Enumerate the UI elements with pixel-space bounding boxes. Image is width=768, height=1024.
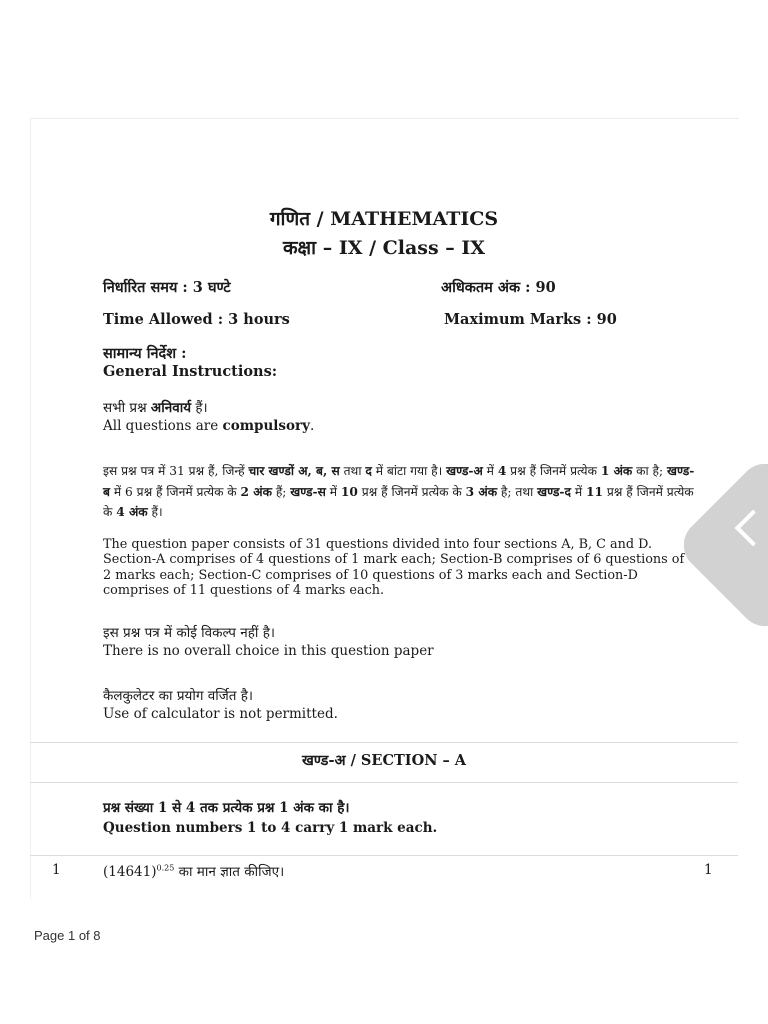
instruction-3-english: There is no overall choice in this question paper — [103, 643, 434, 659]
question-1-marks: 1 — [704, 862, 713, 878]
instruction-4-english: Use of calculator is not permitted. — [103, 706, 338, 722]
page-indicator: Page 1 of 8 — [34, 928, 101, 943]
time-allowed-hindi: निर्धारित समय : 3 घण्टे — [103, 279, 231, 296]
question-divider — [30, 855, 738, 856]
instruction-2-english: The question paper consists of 31 questions divided into four sections A, B, C and D. Section-A comprises of 4 questions of 1 mark each; Section-B comprises of 6 questions of 2 marks each; Section-C comprises of 10 questions of 3 marks each and Section-D comprises of 11 questions of 4 marks each. — [103, 537, 685, 599]
time-allowed-english: Time Allowed : 3 hours — [103, 311, 290, 328]
instructions-heading-hindi: सामान्य निर्देश : — [103, 345, 187, 362]
section-a-note-english: Question numbers 1 to 4 carry 1 mark each. — [103, 820, 438, 836]
question-1-number: 1 — [52, 862, 61, 878]
instruction-3-hindi: इस प्रश्न पत्र में कोई विकल्प नहीं है। — [103, 625, 275, 641]
section-a-note-hindi: प्रश्न संख्या 1 से 4 तक प्रत्येक प्रश्न 1 अंक का है। — [103, 800, 350, 816]
instruction-1-hindi: सभी प्रश्न अनिवार्य हैं। — [103, 400, 208, 416]
section-divider-bottom — [30, 782, 738, 783]
instruction-4-hindi: कैलकुलेटर का प्रयोग वर्जित है। — [103, 688, 254, 704]
instruction-2-hindi: इस प्रश्न पत्र में 31 प्रश्न हैं, जिन्हें चार खण्डों अ, ब, स तथा द में बांटा गया है। खण्ड-अ में 4 प्रश्न हैं जिनमें प्रत्येक 1 अंक का है; खण्ड-ब में 6 प्रश्न हैं जिनमें प्रत्येक के 2 अंक हैं; खण्ड-स में 10 प्रश्न हैं जिनमें प्रत्येक के 3 अंक है; तथा खण्ड-द में 11 प्रश्न हैं जिनमें प्रत्येक के 4 अंक हैं। — [103, 464, 695, 520]
max-marks-hindi: अधिकतम अंक : 90 — [441, 279, 556, 296]
paper-title: गणित / MATHEMATICS — [269, 208, 499, 230]
instructions-heading-english: General Instructions: — [103, 363, 278, 380]
max-marks-english: Maximum Marks : 90 — [444, 311, 617, 328]
paper-class: कक्षा – IX / Class – IX — [282, 237, 486, 259]
section-divider-top — [30, 742, 738, 743]
instruction-1-english: All questions are compulsory. — [103, 418, 315, 434]
section-a-title: खण्ड-अ / SECTION – A — [301, 752, 467, 769]
question-1-text: $(14641)^{0.25}$ का मान ज्ञात कीजिए। — [103, 863, 285, 880]
